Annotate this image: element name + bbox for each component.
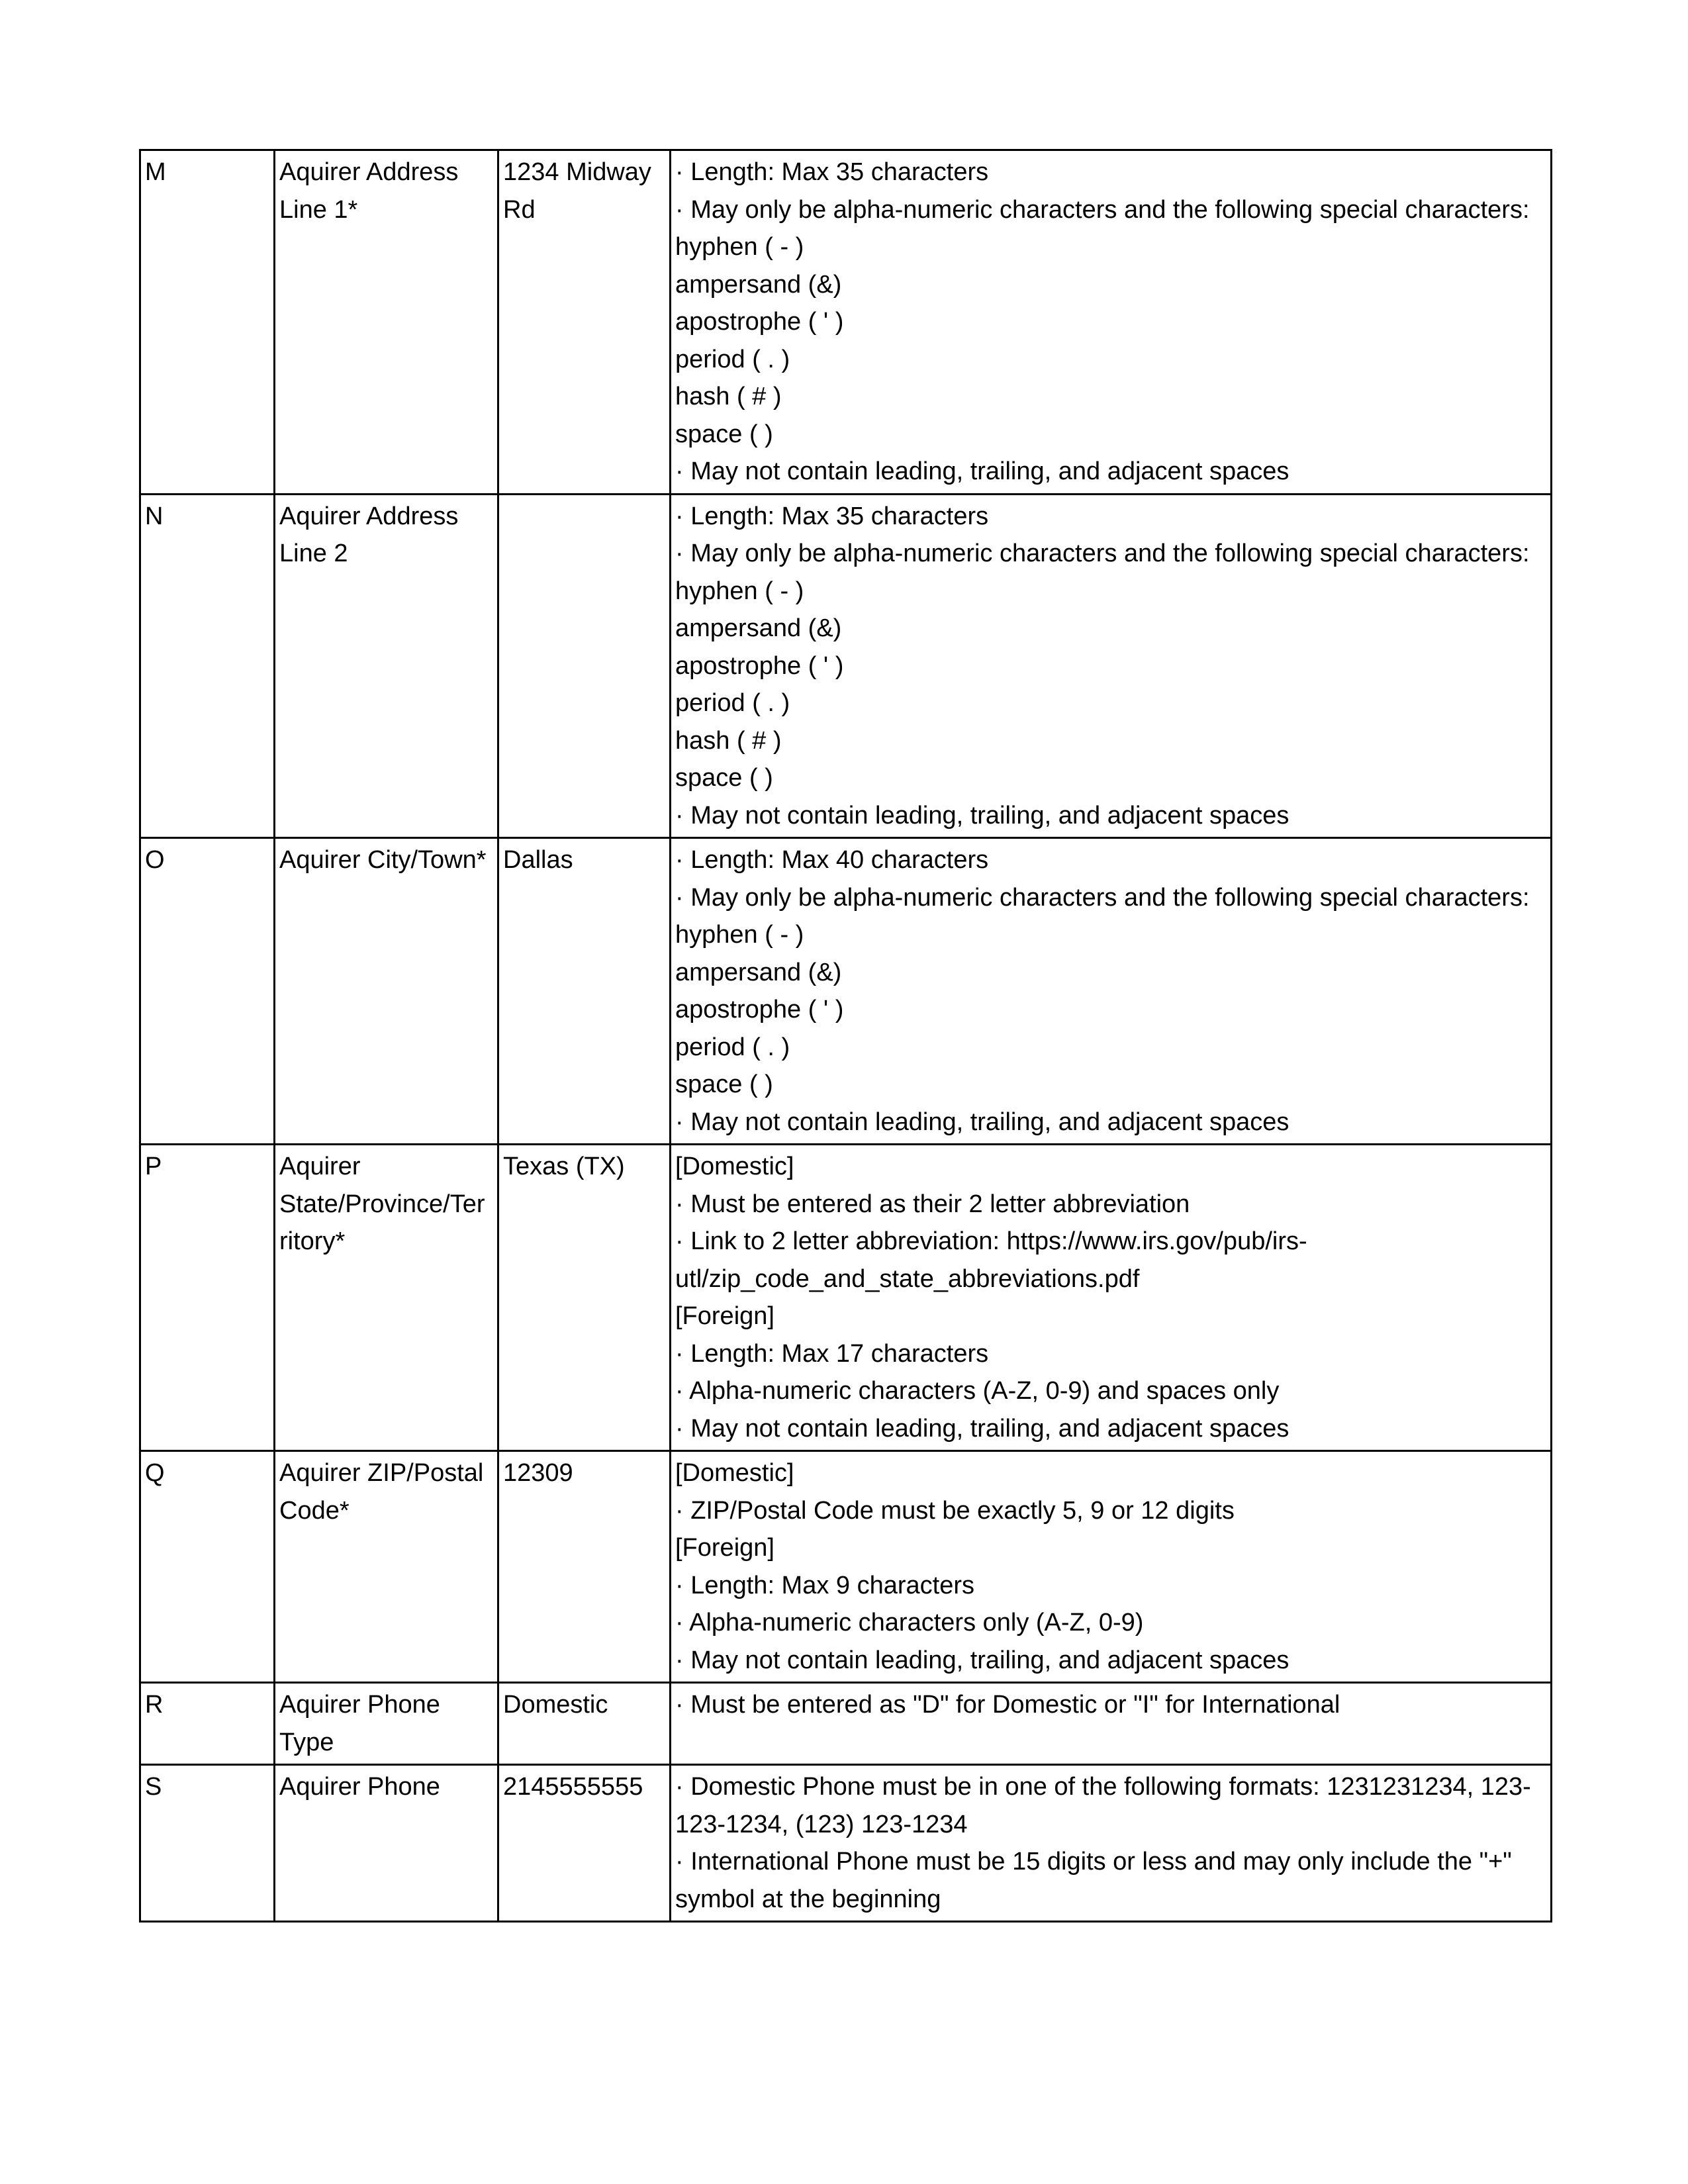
rule-line: · Must be entered as "D" for Domestic or "I" for International bbox=[675, 1691, 1340, 1719]
rule-line: · May only be alpha-numeric characters and the following special characters: bbox=[675, 540, 1530, 567]
rule-line: · Alpha-numeric characters only (A-Z, 0-9) bbox=[675, 1609, 1144, 1637]
rule-line: · Length: Max 35 characters bbox=[675, 158, 989, 186]
rule-line: · Must be entered as their 2 letter abbreviation bbox=[675, 1190, 1190, 1218]
validation-rules-cell bbox=[671, 1765, 1552, 1922]
rule-line: [Domestic] bbox=[675, 1153, 794, 1180]
rule-line: · May not contain leading, trailing, and adjacent spaces bbox=[675, 1646, 1289, 1674]
field-name-cell: Aquirer Phone Type bbox=[275, 1683, 498, 1765]
field-name-cell: Aquirer State/Province/Territory* bbox=[275, 1145, 498, 1451]
validation-rules-cell bbox=[671, 150, 1552, 495]
rule-line: hyphen ( - ) bbox=[675, 233, 804, 261]
column-letter-cell: S bbox=[140, 1765, 275, 1922]
rule-line: apostrophe ( ' ) bbox=[675, 651, 844, 680]
rule-line: · Domestic Phone must be in one of the following formats: 1231231234, 123-123-1234, (123) 123-1234 bbox=[675, 1773, 1531, 1838]
example-value-cell: Domestic bbox=[498, 1683, 671, 1765]
rule-line: [Domestic] bbox=[675, 1459, 794, 1487]
rule-line: apostrophe ( ' ) bbox=[675, 308, 844, 336]
rule-line: ampersand (&) bbox=[675, 958, 842, 986]
rule-line: · Link to 2 letter abbreviation: https://www.irs.gov/pub/irs-utl/zip_code_and_state_abbreviations.pdf bbox=[675, 1227, 1307, 1293]
rule-line: · Length: Max 40 characters bbox=[675, 846, 989, 874]
table-row bbox=[140, 838, 1552, 1145]
table-row bbox=[140, 494, 1552, 838]
field-spec-body bbox=[140, 150, 1552, 1922]
rule-line: period ( . ) bbox=[675, 345, 790, 373]
rule-line: · Length: Max 9 characters bbox=[675, 1571, 974, 1599]
rule-line: space ( ) bbox=[675, 1070, 773, 1098]
validation-rules-cell bbox=[671, 838, 1552, 1145]
rule-line: [Foreign] bbox=[675, 1302, 774, 1330]
rule-line: hyphen ( - ) bbox=[675, 577, 804, 605]
validation-rules-cell bbox=[671, 1145, 1552, 1451]
example-value-cell: Dallas bbox=[498, 838, 671, 1145]
validation-rules-cell bbox=[671, 1683, 1552, 1765]
rule-line: ampersand (&) bbox=[675, 270, 842, 299]
table-row bbox=[140, 1765, 1552, 1922]
rule-line: · Alpha-numeric characters (A-Z, 0-9) and spaces only bbox=[675, 1377, 1280, 1405]
column-letter-cell: R bbox=[140, 1683, 275, 1765]
rule-line: · Length: Max 35 characters bbox=[675, 502, 989, 530]
column-letter-cell: M bbox=[140, 150, 275, 495]
column-letter-cell: Q bbox=[140, 1451, 275, 1683]
rule-line: · May not contain leading, trailing, and adjacent spaces bbox=[675, 1108, 1289, 1136]
table-row bbox=[140, 1451, 1552, 1683]
field-name-cell: Aquirer Phone bbox=[275, 1765, 498, 1922]
rule-line: · May only be alpha-numeric characters and the following special characters: bbox=[675, 883, 1530, 912]
example-value-cell: Texas (TX) bbox=[498, 1145, 671, 1451]
rule-line: ampersand (&) bbox=[675, 614, 842, 642]
field-name-cell: Aquirer ZIP/Postal Code* bbox=[275, 1451, 498, 1683]
rule-line: · May not contain leading, trailing, and adjacent spaces bbox=[675, 801, 1289, 830]
table-row bbox=[140, 150, 1552, 495]
rule-line: · May only be alpha-numeric characters and the following special characters: bbox=[675, 195, 1530, 224]
rule-line: hyphen ( - ) bbox=[675, 921, 804, 949]
rule-line: space ( ) bbox=[675, 420, 773, 448]
validation-rules-cell bbox=[671, 494, 1552, 838]
example-value-cell: 2145555555 bbox=[498, 1765, 671, 1922]
rule-line: period ( . ) bbox=[675, 1033, 790, 1061]
rule-line: space ( ) bbox=[675, 764, 773, 792]
column-letter-cell: N bbox=[140, 494, 275, 838]
field-name-cell: Aquirer Address Line 1* bbox=[275, 150, 498, 495]
rule-line: apostrophe ( ' ) bbox=[675, 996, 844, 1023]
field-name-cell: Aquirer Address Line 2 bbox=[275, 494, 498, 838]
field-spec-table bbox=[139, 149, 1552, 1923]
example-value-cell bbox=[498, 494, 671, 838]
field-name-cell: Aquirer City/Town* bbox=[275, 838, 498, 1145]
example-value-cell: 1234 Midway Rd bbox=[498, 150, 671, 495]
document-page bbox=[139, 149, 1550, 1923]
rule-line: period ( . ) bbox=[675, 689, 790, 717]
rule-line: · Length: Max 17 characters bbox=[675, 1339, 989, 1368]
validation-rules-cell bbox=[671, 1451, 1552, 1683]
rule-line: hash ( # ) bbox=[675, 726, 782, 755]
rule-line: · ZIP/Postal Code must be exactly 5, 9 or 12 digits bbox=[675, 1496, 1235, 1525]
column-letter-cell: O bbox=[140, 838, 275, 1145]
rule-line: · May not contain leading, trailing, and adjacent spaces bbox=[675, 1414, 1289, 1443]
rule-line: · May not contain leading, trailing, and adjacent spaces bbox=[675, 457, 1289, 485]
table-row bbox=[140, 1145, 1552, 1451]
table-row bbox=[140, 1683, 1552, 1765]
rule-line: · International Phone must be 15 digits or less and may only include the "+" symbol at the beginning bbox=[675, 1848, 1512, 1913]
rule-line: [Foreign] bbox=[675, 1534, 774, 1562]
rule-line: hash ( # ) bbox=[675, 383, 782, 410]
example-value-cell: 12309 bbox=[498, 1451, 671, 1683]
column-letter-cell: P bbox=[140, 1145, 275, 1451]
